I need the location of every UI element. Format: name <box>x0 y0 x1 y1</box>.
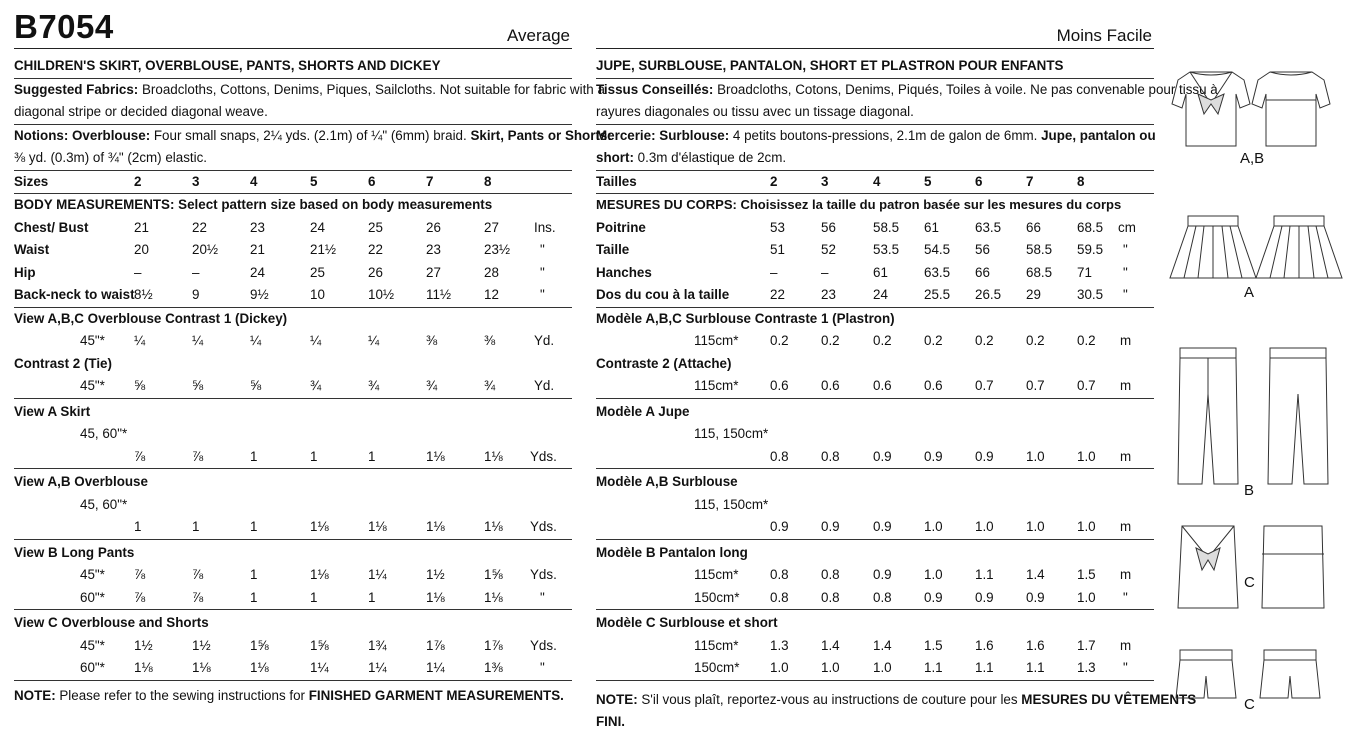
figure-skirt-a <box>1168 212 1348 302</box>
table-row: 150cm* 0.8 0.8 0.8 0.9 0.9 0.9 1.0 " <box>596 587 1154 611</box>
table-row: Hip – – 24 25 26 27 28 " <box>14 264 545 280</box>
fabrics-line-2: rayures diagonales ou tissu avec un tissage diagonal. <box>596 101 1154 125</box>
size-cell: 5 <box>924 173 932 189</box>
table-row: 115cm* 0.2 0.2 0.2 0.2 0.2 0.2 0.2 m <box>694 333 1132 348</box>
notions-line-1: Mercerie: Surblouse: 4 petits boutons-pressions, 2.1m de galon de 6mm. Jupe, pantalon ou <box>596 127 1156 143</box>
size-cell: 7 <box>1026 173 1034 189</box>
size-cell: 7 <box>426 173 434 189</box>
difficulty-level: Moins Facile <box>1056 26 1152 45</box>
figure-shorts-c <box>1168 646 1348 726</box>
size-cell: 4 <box>250 173 258 189</box>
size-cell: 8 <box>1077 173 1085 189</box>
figure-overblouse-ab <box>1168 64 1348 174</box>
table-row: Chest/ Bust 21 22 23 24 25 26 27 Ins. <box>14 219 556 235</box>
table-row: 115cm* 0.8 0.8 0.9 1.0 1.1 1.4 1.5 m <box>694 567 1132 582</box>
table-row: Hanches – – 61 63.5 66 68.5 71 " <box>596 264 1128 280</box>
skirt-heading: View A Skirt <box>14 403 91 419</box>
table-row: 45"* ⅝ ⅝ ⅝ ¾ ¾ ¾ ¾ Yd. <box>14 375 572 399</box>
notions-line-1: Notions: Overblouse: Four small snaps, 2¼ yds. (2.1m) of ¼" (6mm) braid. Skirt, Pants or Shorts: <box>14 127 612 143</box>
shorts-heading: Modèle C Surblouse et short <box>596 615 778 630</box>
table-row: 115cm* 1.3 1.4 1.4 1.5 1.6 1.6 1.7 m <box>694 637 1132 653</box>
table-row: Back-neck to waist 8½ 9 9½ 10 10½ 11½ 12 " <box>14 284 572 308</box>
size-cell: 8 <box>484 173 492 189</box>
french-column <box>596 0 1218 734</box>
figure-overblouse-c <box>1168 518 1348 618</box>
size-cell: 4 <box>873 173 881 189</box>
table-row: Waist 20 20½ 21 21½ 22 23 23½ " <box>14 242 545 257</box>
shorts-heading: View C Overblouse and Shorts <box>14 615 209 630</box>
table-row: 150cm* 1.0 1.0 1.0 1.1 1.1 1.1 1.3 " <box>596 657 1154 681</box>
pattern-title: CHILDREN'S SKIRT, OVERBLOUSE, PANTS, SHORTS AND DICKEY <box>14 55 572 79</box>
pattern-title: JUPE, SURBLOUSE, PANTALON, SHORT ET PLASTRON POUR ENFANTS <box>596 55 1154 79</box>
sizes-row: Tailles 2 3 4 5 6 7 8 <box>596 171 1154 195</box>
skirt-illustration <box>1168 212 1348 292</box>
body-measurements-heading: BODY MEASUREMENTS: Select pattern size based on body measurements <box>14 197 493 212</box>
pants-heading: Modèle B Pantalon long <box>596 544 748 560</box>
note: NOTE: Please refer to the sewing instructions for FINISHED GARMENT MEASUREMENTS. <box>14 687 564 703</box>
header <box>596 0 1154 49</box>
fabrics-line-1: Tissus Conseillés: Broadcloths, Cotons, Denims, Piqués, Toiles à voile. Ne pas convenable pour tissu à <box>596 81 1218 97</box>
overblouse-width: 115, 150cm* <box>694 496 769 512</box>
notions-line-2: ⅜ yd. (0.3m) of ¾" (2cm) elastic. <box>14 147 572 171</box>
pants-heading: View B Long Pants <box>14 544 135 560</box>
note-continued: FINI. <box>596 714 626 729</box>
header <box>14 0 572 49</box>
size-cell: 2 <box>770 173 778 189</box>
size-cell: 5 <box>310 173 318 189</box>
size-cell: 3 <box>821 173 829 189</box>
table-row: Dos du cou à la taille 22 23 24 25.5 26.5 29 30.5 " <box>596 284 1154 308</box>
fabrics-line-2: diagonal stripe or decided diagonal weave. <box>14 101 572 125</box>
figure-label: A <box>1244 284 1255 301</box>
figure-label: A,B <box>1240 150 1265 167</box>
table-row: 115cm* 0.6 0.6 0.6 0.6 0.7 0.7 0.7 m <box>596 375 1154 399</box>
english-column <box>14 0 612 707</box>
contrast2-heading: Contraste 2 (Attache) <box>596 355 732 371</box>
table-row: Taille 51 52 53.5 54.5 56 58.5 59.5 " <box>596 242 1128 257</box>
contrast2-heading: Contrast 2 (Tie) <box>14 355 112 371</box>
skirt-width: 45, 60"* <box>80 426 128 441</box>
figure-pants-b <box>1168 344 1348 504</box>
skirt-width: 115, 150cm* <box>694 426 769 441</box>
sizes-row: Sizes 2 3 4 5 6 7 8 <box>14 171 572 195</box>
body-measurements-heading: MESURES DU CORPS: Choisissez la taille du patron basée sur les mesures du corps <box>596 197 1122 212</box>
table-row: 0.9 0.9 0.9 1.0 1.0 1.0 1.0 m <box>596 516 1154 540</box>
size-cell: 3 <box>192 173 200 189</box>
overblouse-width: 45, 60"* <box>80 496 128 512</box>
pattern-code: B7054 <box>14 8 114 45</box>
table-row: 45"* ⅞ ⅞ 1 1⅛ 1¼ 1½ 1⅝ Yds. <box>80 567 557 582</box>
size-cell: 6 <box>975 173 983 189</box>
shorts-illustration <box>1168 646 1348 706</box>
figure-label: C <box>1244 696 1255 713</box>
note: NOTE: S'il vous plaît, reportez-vous au instructions de couture pour les MESURES DU VÊTEMENTS <box>596 691 1197 707</box>
figure-label: C <box>1244 574 1255 591</box>
view-abc-heading: View A,B,C Overblouse Contrast 1 (Dickey) <box>14 310 288 326</box>
figure-label: B <box>1244 482 1255 499</box>
table-row: 45"* 1½ 1½ 1⅝ 1⅝ 1¾ 1⅞ 1⅞ Yds. <box>80 637 557 653</box>
overblouse-c-illustration <box>1168 518 1348 618</box>
fabrics-line-1: Suggested Fabrics: Broadcloths, Cottons, Denims, Piques, Sailcloths. Not suitable for fabric with a <box>14 81 605 97</box>
notions-line-2: short: 0.3m d'élastique de 2cm. <box>596 147 1154 171</box>
table-row: 1 1 1 1⅛ 1⅛ 1⅛ 1⅛ Yds. <box>14 516 572 540</box>
table-row: 60"* 1⅛ 1⅛ 1⅛ 1¼ 1¼ 1¼ 1⅜ " <box>14 657 572 681</box>
size-cell: 2 <box>134 173 142 189</box>
pants-illustration <box>1168 344 1348 494</box>
view-abc-heading: Modèle A,B,C Surblouse Contraste 1 (Plastron) <box>596 310 895 326</box>
table-row: ⅞ ⅞ 1 1 1 1⅛ 1⅛ Yds. <box>14 446 572 470</box>
size-cell: 6 <box>368 173 376 189</box>
table-row: 60"* ⅞ ⅞ 1 1 1 1⅛ 1⅛ " <box>14 587 572 611</box>
table-row: 0.8 0.8 0.9 0.9 0.9 1.0 1.0 m <box>596 446 1154 470</box>
table-row: Poitrine 53 56 58.5 61 63.5 66 68.5 cm <box>596 219 1136 235</box>
skirt-heading: Modèle A Jupe <box>596 403 690 419</box>
table-row: 45"* ¼ ¼ ¼ ¼ ¼ ⅜ ⅜ Yd. <box>80 333 555 348</box>
difficulty-level: Average <box>506 26 570 45</box>
overblouse-heading: View A,B Overblouse <box>14 474 148 489</box>
overblouse-heading: Modèle A,B Surblouse <box>596 474 738 489</box>
